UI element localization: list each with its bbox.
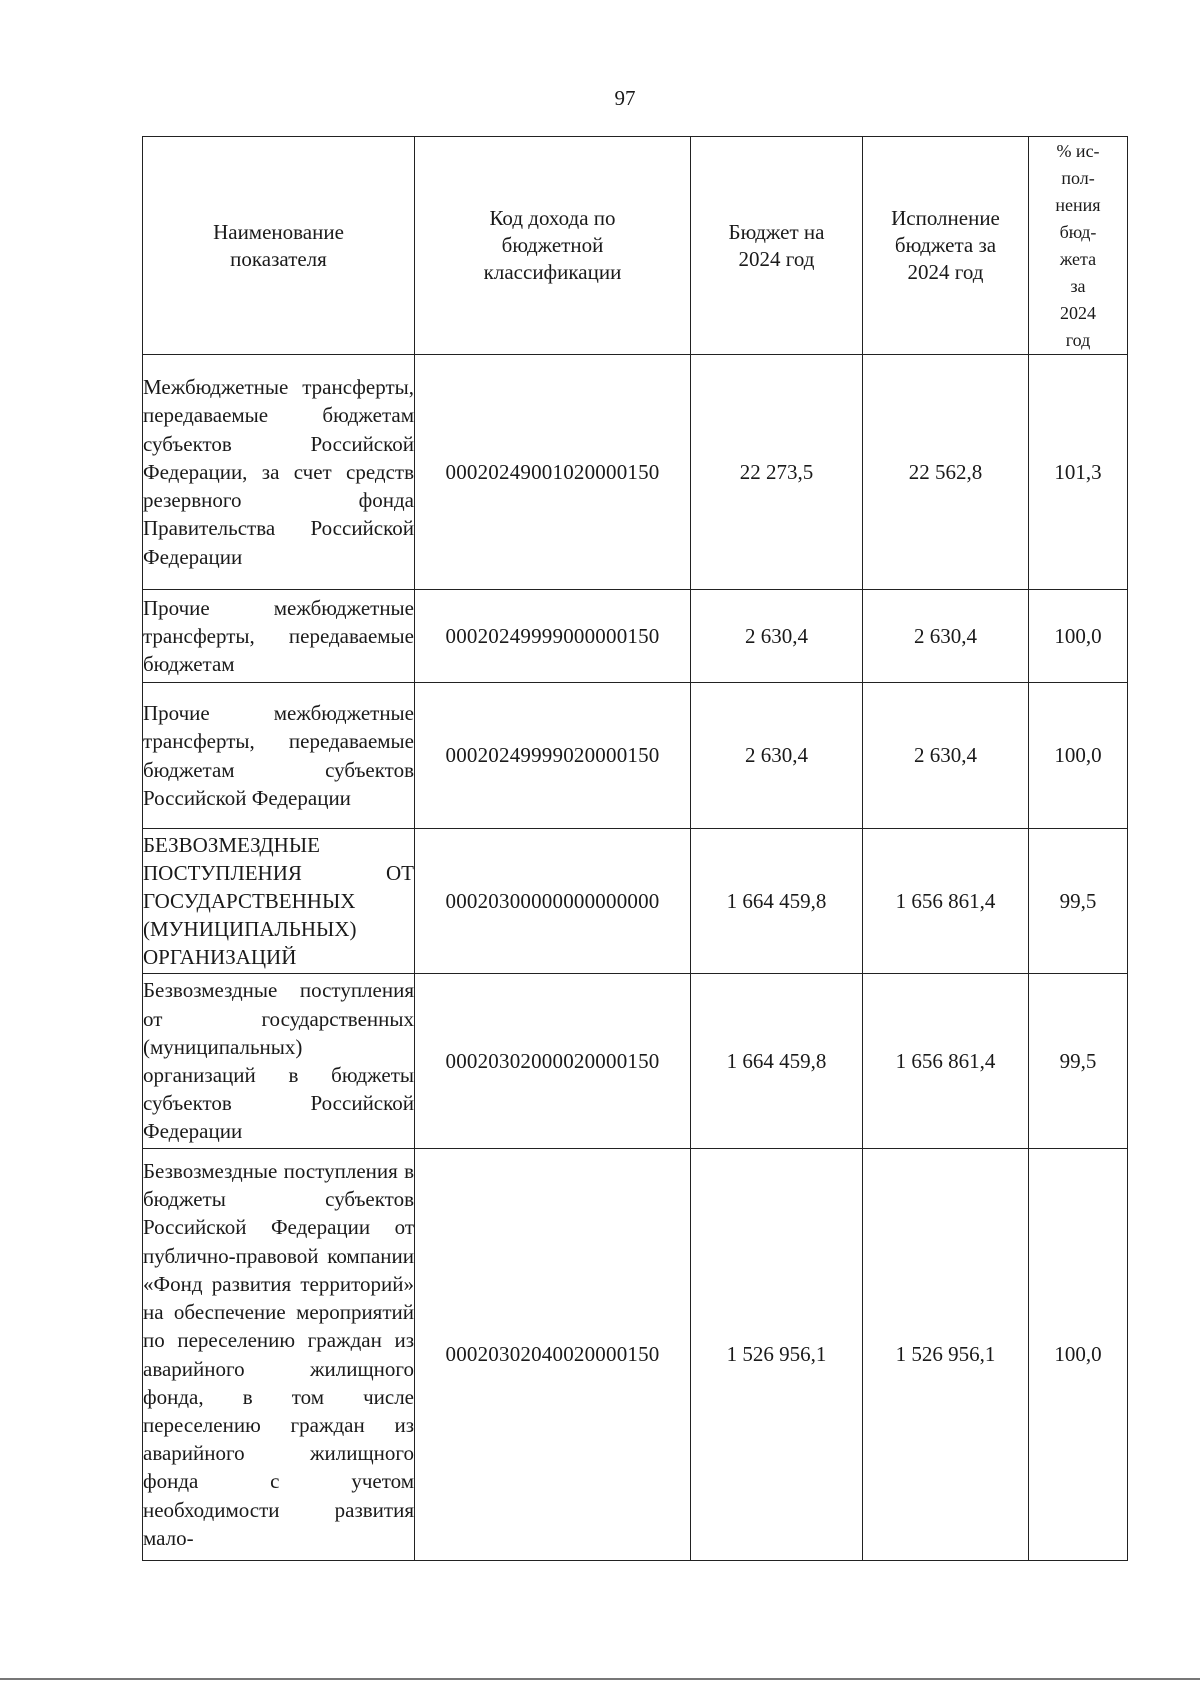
row-execution: 2 630,4 [863,590,1029,683]
row-budget: 22 273,5 [691,355,863,590]
row-execution: 22 562,8 [863,355,1029,590]
row-name: Прочие межбюджетные трансферты, передаваемые бюджетам субъектов Российской Федерации [143,683,415,829]
header-code: Код дохода по бюджетной классификации [415,137,691,355]
header-row [143,137,1128,355]
header-name: Наименование показателя [143,137,415,355]
row-code: 00020302000020000150 [415,974,691,1149]
row-code: 00020249001020000150 [415,355,691,590]
row-execution: 1 656 861,4 [863,829,1029,974]
table-row [143,355,1128,590]
row-name: БЕЗВОЗМЕЗДНЫЕ ПОСТУПЛЕНИЯ ОТ ГОСУДАРСТВЕННЫХ (МУНИЦИПАЛЬНЫХ) ОРГАНИЗАЦИЙ [143,829,415,974]
row-execution: 1 656 861,4 [863,974,1029,1149]
table-row [143,829,1128,974]
row-code: 00020249999020000150 [415,683,691,829]
row-name: Прочие межбюджетные трансферты, передаваемые бюджетам [143,590,415,683]
scan-edge-line [0,1678,1200,1680]
table-row [143,590,1128,683]
row-budget: 1 664 459,8 [691,829,863,974]
header-budget: Бюджет на 2024 год [691,137,863,355]
row-percent: 101,3 [1029,355,1128,590]
budget-table [142,136,1128,1561]
row-percent: 99,5 [1029,829,1128,974]
row-name: Межбюджетные трансферты, передаваемые бюджетам субъектов Российской Федерации, за счет средств резервного фонда Правительства Российской Федерации [143,355,415,590]
row-name: Безвозмездные поступления от государственных (муниципальных) организаций в бюджеты субъектов Российской Федерации [143,974,415,1149]
table-row [143,974,1128,1149]
row-code: 00020300000000000000 [415,829,691,974]
row-percent: 99,5 [1029,974,1128,1149]
row-percent: 100,0 [1029,683,1128,829]
page-number: 97 [614,86,636,110]
table-row [143,1149,1128,1561]
row-budget: 2 630,4 [691,590,863,683]
row-name: Безвозмездные поступления в бюджеты субъектов Российской Федерации от публично-правовой компании «Фонд развития территорий» на обеспечение мероприятий по переселению граждан из аварийного жилищного фонда, в том числе переселению граждан из аварийного жилищного фонда с учетом необходимости развития мало- [143,1149,415,1561]
row-percent: 100,0 [1029,1149,1128,1561]
table-row [143,683,1128,829]
header-percent: % ис-пол-нения бюд-жета за 2024 год [1029,137,1128,355]
row-code: 00020302040020000150 [415,1149,691,1561]
row-code: 00020249999000000150 [415,590,691,683]
row-budget: 2 630,4 [691,683,863,829]
row-execution: 2 630,4 [863,683,1029,829]
row-percent: 100,0 [1029,590,1128,683]
header-execution: Исполнение бюджета за 2024 год [863,137,1029,355]
row-execution: 1 526 956,1 [863,1149,1029,1561]
row-budget: 1 664 459,8 [691,974,863,1149]
row-budget: 1 526 956,1 [691,1149,863,1561]
